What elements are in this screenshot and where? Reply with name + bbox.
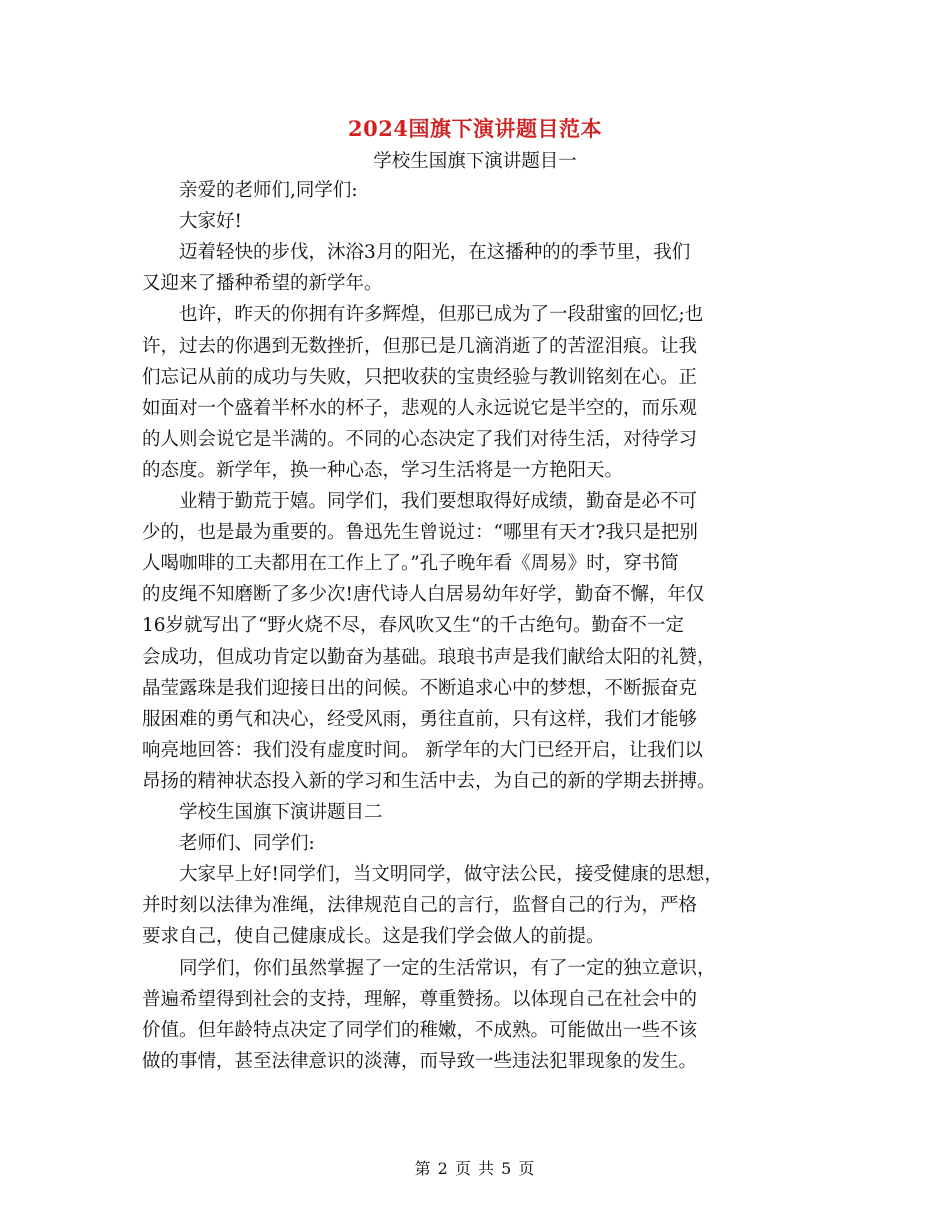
text-line: 晶莹露珠是我们迎接日出的问候。不断追求心中的梦想，不断振奋克 xyxy=(142,677,698,699)
text-line: 学校生国旗下演讲题目二 xyxy=(142,802,383,823)
text-line: 老师们、同学们: xyxy=(142,833,315,855)
section-heading: 学校生国旗下演讲题目一 xyxy=(373,151,577,172)
text-line: 如面对一个盛着半杯水的杯子，悲观的人永远说它是半空的，而乐观 xyxy=(142,397,698,419)
page-footer: 第 2 页 共 5 页 xyxy=(414,1159,536,1178)
text-line: 亲爱的老师们,同学们: xyxy=(142,180,358,201)
text-line: 做的事情，甚至法律意识的淡薄，而导致一些违法犯罪现象的发生。 xyxy=(142,1050,698,1072)
text-line: 要求自己，使自己健康成长。这是我们学会做人的前提。 xyxy=(142,926,605,948)
text-line: 价值。但年龄特点决定了同学们的稚嫩，不成熟。可能做出一些不该 xyxy=(142,1019,698,1041)
text-line: 业精于勤荒于嬉。同学们，我们要想取得好成绩，勤奋是必不可 xyxy=(142,491,698,512)
text-line: 响亮地回答：我们没有虚度时间。 新学年的大门已经开启，让我们以 xyxy=(142,739,703,761)
text-line: 少的，也是最为重要的。鲁迅先生曾说过：“哪里有天才?我只是把别 xyxy=(142,522,698,544)
text-line: 并时刻以法律为准绳，法律规范自己的言行，监督自己的行为，严格 xyxy=(142,895,698,917)
text-line: 也许，昨天的你拥有许多辉煌，但那已成为了一段甜蜜的回忆;也 xyxy=(142,304,704,326)
text-line: 同学们，你们虽然掌握了一定的生活常识，有了一定的独立意识， xyxy=(142,957,716,979)
text-line: 大家早上好!同学们，当文明同学，做守法公民，接受健康的思想， xyxy=(142,864,723,886)
text-line: 大家好! xyxy=(142,211,242,233)
text-line: 会成功，但成功肯定以勤奋为基础。琅琅书声是我们献给太阳的礼赞， xyxy=(142,646,716,668)
text-line: 人喝咖啡的工夫都用在工作上了。”孔子晚年看《周易》时，穿书简 xyxy=(142,553,679,575)
text-line: 服困难的勇气和决心，经受风雨，勇往直前，只有这样，我们才能够 xyxy=(142,708,698,730)
text-line: 的皮绳不知磨断了多少次!唐代诗人白居易幼年好学，勤奋不懈，年仅 xyxy=(142,584,705,606)
text-line: 的态度。新学年，换一种心态，学习生活将是一方艳阳天。 xyxy=(142,459,624,481)
text-line: 的人则会说它是半满的。不同的心态决定了我们对待生活，对待学习 xyxy=(142,428,698,450)
text-line: 16岁就写出了“野火烧不尽，春风吹又生“的千古绝句。勤奋不一定 xyxy=(142,615,684,637)
document-title: 2024国旗下演讲题目范本 xyxy=(348,116,602,141)
text-line: 普遍希望得到社会的支持，理解，尊重赞扬。以体现自己在社会中的 xyxy=(142,988,698,1010)
text-line: 迈着轻快的步伐，沐浴3月的阳光，在这播种的的季节里，我们 xyxy=(142,242,691,264)
text-line: 昂扬的精神状态投入新的学习和生活中去，为自己的新的学期去拼搏。 xyxy=(142,770,716,792)
text-line: 们忘记从前的成功与失败，只把收获的宝贵经验与教训铭刻在心。正 xyxy=(142,366,698,388)
text-line: 许，过去的你遇到无数挫折，但那已是几滴消逝了的苦涩泪痕。让我 xyxy=(142,335,698,357)
text-line: 又迎来了播种希望的新学年。 xyxy=(142,273,383,295)
